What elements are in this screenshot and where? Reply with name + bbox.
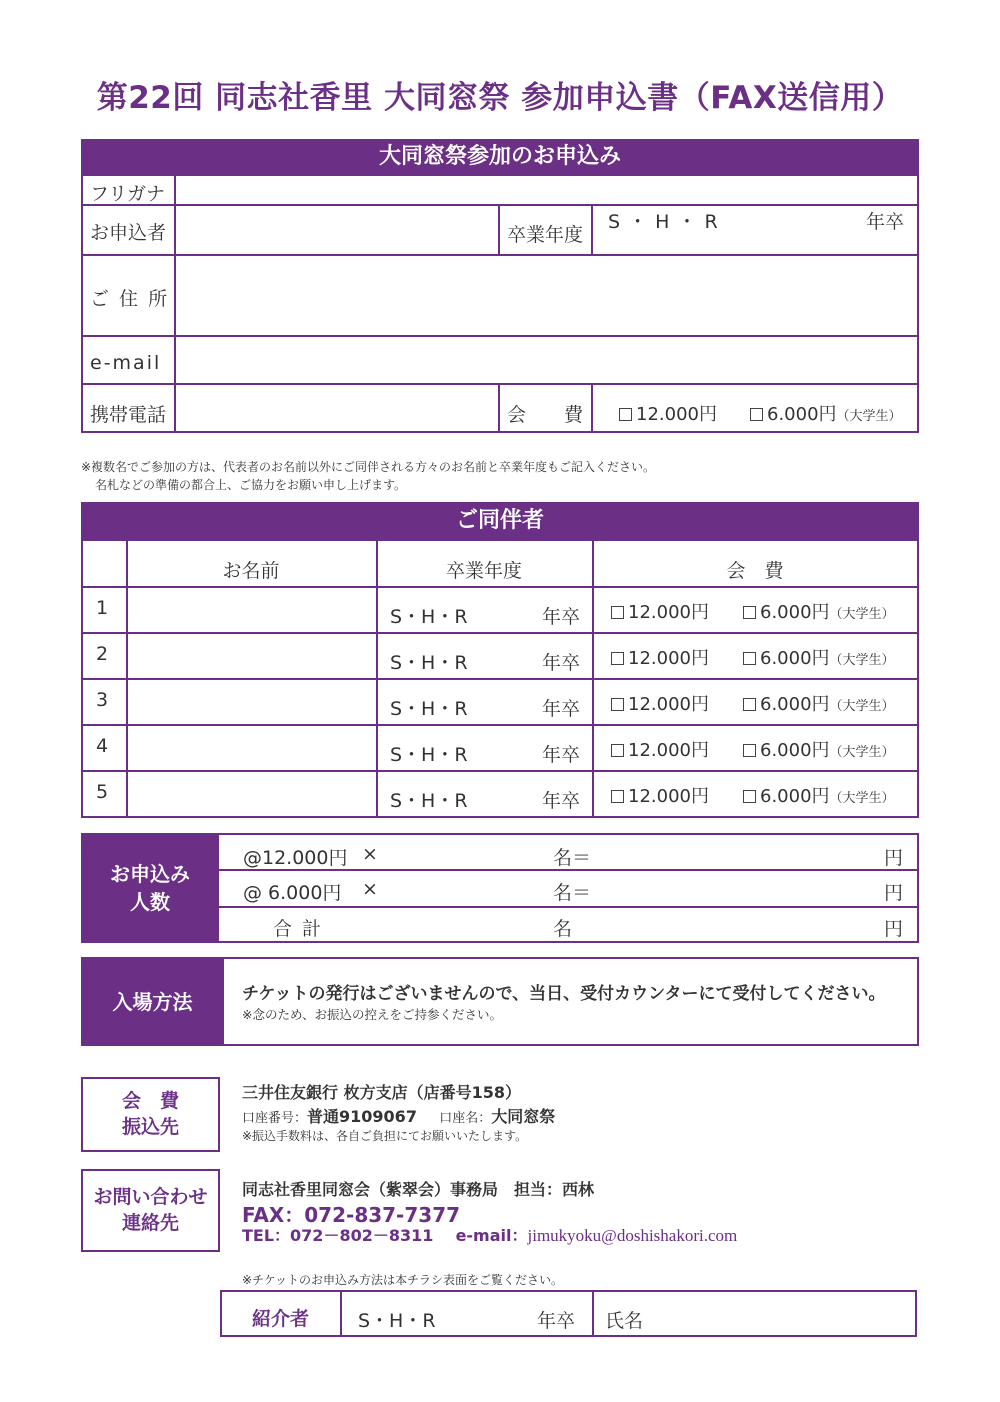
checkbox-icon[interactable] [611,652,624,665]
bank-info: 三井住友銀行 枚方支店（店番号158） [242,1083,521,1102]
price-12000: @12.000円 [243,847,348,869]
referrer-grad-suffix: 年卒 [537,1310,576,1332]
applicant-field[interactable] [176,206,496,254]
ticket-note: ※チケットのお申込み方法は本チラシ表面をご覧ください。 [242,1273,563,1287]
contact-tel-email: TEL：072－802－8311 e-mail：jimukyoku@doshishakori.com [242,1226,738,1245]
grad-year-suffix: 年卒 [866,211,905,233]
contact-org: 同志社香里同窓会（紫翠会）事務局 担当：西林 [242,1180,595,1199]
persons-equals: 名＝ [553,847,592,869]
companion-name-field[interactable] [128,726,375,770]
checkbox-icon[interactable] [619,408,632,421]
yen-unit: 円 [884,882,904,904]
companion-grad-prefix: S・H・R [390,744,468,766]
account-info: 口座番号：普通9109067 口座名：大同窓祭 [242,1107,556,1126]
row-number: 4 [96,735,109,757]
yen-unit: 円 [884,918,904,940]
note-line-1: ※複数名でご参加の方は、代表者のお名前以外にご同伴される方々のお名前と卒業年度もご記入ください。 [81,460,656,474]
contact-fax: FAX：072-837-7377 [242,1203,461,1227]
total-label: 合 計 [273,918,324,940]
mobile-field[interactable] [176,385,496,432]
application-header: 大同窓祭参加のお申込み [81,139,919,175]
companion-fee-12000[interactable]: 12.000円 [611,644,709,670]
times-sign: × [362,878,378,900]
row-number: 2 [96,643,109,665]
companion-fee-6000[interactable]: 6.000円（大学生） [743,782,895,808]
companions-header: ご同伴者 [81,502,919,540]
checkbox-icon[interactable] [743,698,756,711]
companion-name-field[interactable] [128,680,375,724]
companion-fee-6000[interactable]: 6.000円（大学生） [743,644,895,670]
row-number: 3 [96,689,109,711]
entry-note: ※念のため、お振込の控えをご持参ください。 [242,1007,502,1022]
note-line-2: 名札などの準備の都合上、ご協力をお願い申し上げます。 [95,478,407,492]
referrer-name-label: 氏名 [605,1310,644,1332]
persons-unit: 名 [553,918,573,940]
entry-label-panel: 入場方法 [81,957,224,1046]
column-header-name: お名前 [222,560,280,582]
count-label-panel: お申込み 人数 [81,833,219,943]
checkbox-icon[interactable] [743,790,756,803]
companion-name-field[interactable] [128,772,375,816]
companion-fee-12000[interactable]: 12.000円 [611,782,709,808]
checkbox-icon[interactable] [743,606,756,619]
row-number: 1 [96,597,109,619]
fee-option-6000[interactable]: 6.000円（大学生） [750,400,902,426]
email-label: e-mail [90,352,162,374]
row-number: 5 [96,781,109,803]
page-title: 第22回 同志社香里 大同窓祭 参加申込書（FAX送信用） [96,80,904,116]
companion-grad-prefix: S・H・R [390,790,468,812]
price-6000: @ 6.000円 [243,882,342,904]
companion-name-field[interactable] [128,588,375,632]
companion-grad-suffix: 年卒 [542,606,581,628]
companion-fee-6000[interactable]: 6.000円（大学生） [743,736,895,762]
referrer-label: 紹介者 [251,1308,309,1330]
fee-option-12000[interactable]: 12.000円 [619,400,717,426]
companion-grad-suffix: 年卒 [542,790,581,812]
payment-note: ※振込手数料は、各自ご負担にてお願いいたします。 [242,1129,528,1143]
furigana-field[interactable] [176,176,916,204]
payment-label-box: 会 費 振込先 [81,1077,220,1152]
companion-grad-suffix: 年卒 [542,698,581,720]
companion-fee-6000[interactable]: 6.000円（大学生） [743,598,895,624]
grad-year-label: 卒業年度 [507,224,584,246]
checkbox-icon[interactable] [750,408,763,421]
mobile-label: 携帯電話 [90,404,167,426]
furigana-label: フリガナ [90,183,166,205]
email-field[interactable] [176,337,916,383]
checkbox-icon[interactable] [611,606,624,619]
checkbox-icon[interactable] [743,744,756,757]
companion-fee-12000[interactable]: 12.000円 [611,690,709,716]
contact-tel: TEL：072－802－8311 [242,1226,434,1245]
checkbox-icon[interactable] [611,744,624,757]
referrer-grad-prefix: S・H・R [358,1310,436,1332]
companion-grad-prefix: S・H・R [390,698,468,720]
companion-grad-suffix: 年卒 [542,744,581,766]
entry-main-text: チケットの発行はございませんので、当日、受付カウンターにて受付してください。 [242,984,886,1004]
contact-label-box: お問い合わせ 連絡先 [81,1169,220,1252]
referrer-name-field[interactable] [650,1292,915,1335]
companion-grad-suffix: 年卒 [542,652,581,674]
column-header-grad-year: 卒業年度 [445,560,522,582]
checkbox-icon[interactable] [743,652,756,665]
yen-unit: 円 [884,847,904,869]
fee-label: 会 費 [507,404,584,426]
companion-fee-6000[interactable]: 6.000円（大学生） [743,690,895,716]
grad-year-prefix: S ・ H ・ R [608,211,719,233]
contact-email-link[interactable]: jimukyoku@doshishakori.com [527,1226,738,1245]
companion-grad-prefix: S・H・R [390,606,468,628]
companion-grad-prefix: S・H・R [390,652,468,674]
companion-fee-12000[interactable]: 12.000円 [611,598,709,624]
column-header-fee: 会 費 [726,560,784,582]
checkbox-icon[interactable] [611,790,624,803]
companion-fee-12000[interactable]: 12.000円 [611,736,709,762]
address-label: ご 住 所 [90,288,170,310]
applicant-label: お申込者 [90,222,167,244]
times-sign: × [362,843,378,865]
companion-name-field[interactable] [128,634,375,678]
address-field[interactable] [176,256,916,335]
persons-equals: 名＝ [553,882,592,904]
checkbox-icon[interactable] [611,698,624,711]
